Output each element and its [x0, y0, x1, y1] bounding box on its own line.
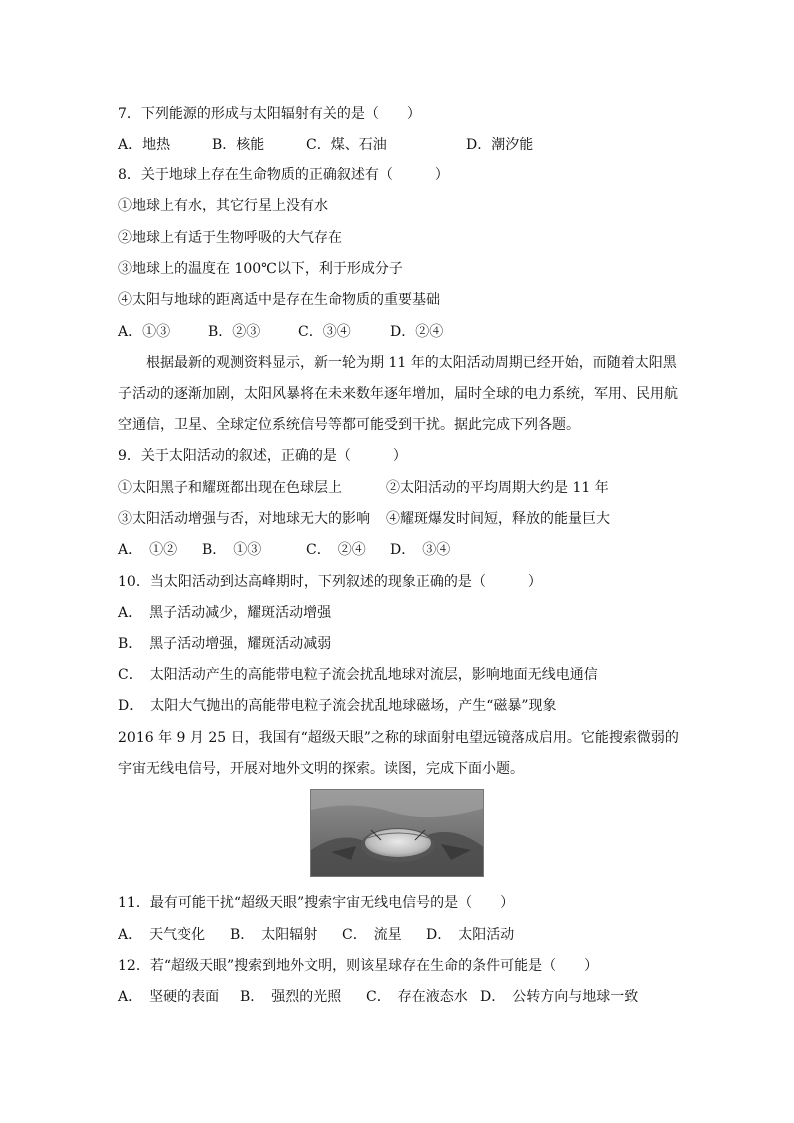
q12-option-b: B． 强烈的光照 — [240, 989, 342, 1005]
q8-option-b: B．②③ — [208, 324, 261, 340]
q8-item-3: ③地球上的温度在 100℃以下，利于形成分子 — [118, 261, 403, 277]
q9-option-a: A． ①② — [118, 542, 178, 558]
q12-option-a: A． 坚硬的表面 — [118, 989, 220, 1005]
q9-item-3: ③太阳活动增强与否，对地球无大的影响 — [118, 511, 370, 527]
q11-option-b: B． 太阳辐射 — [230, 927, 318, 943]
q12-options — [118, 988, 638, 1006]
q9-option-d: D． ③④ — [390, 542, 451, 558]
q11-stem: 11．最有可能干扰“超级天眼”搜索宇宙无线电信号的是（ ） — [118, 895, 515, 911]
q8-options — [118, 323, 443, 341]
q9-options — [118, 541, 450, 559]
q8-option-a: A．①③ — [118, 324, 171, 340]
q10-stem: 10．当太阳活动到达高峰期时，下列叙述的现象正确的是（ ） — [118, 574, 542, 590]
passage1-line-2: 子活动的逐渐加剧，太阳风暴将在未来数年逐年增加，届时全球的电力系统，军用、民用航 — [118, 386, 678, 402]
passage2-line-1: 2016 年 9 月 25 日，我国有“超级天眼”之称的球面射电望远镜落成启用。它能搜索微弱的 — [118, 730, 679, 746]
q7-options — [118, 136, 533, 154]
q7-option-a: A．地热 — [118, 137, 171, 153]
q10-option-d: D． 太阳大气抛出的高能带电粒子流会扰乱地球磁场，产生“磁暴”现象 — [118, 698, 557, 714]
q9-items-row-1 — [118, 479, 609, 497]
passage1-line-1: 根据最新的观测资料显示，新一轮为期 11 年的太阳活动周期已经开始，而随着太阳黑 — [146, 355, 677, 371]
q11-options — [118, 926, 514, 944]
q11-option-d: D． 太阳活动 — [426, 927, 515, 943]
q8-item-2: ②地球上有适于生物呼吸的大气存在 — [118, 230, 342, 246]
q7-option-c: C．煤、石油 — [306, 137, 387, 153]
q7-option-b: B．核能 — [212, 137, 265, 153]
q7-stem: 7．下列能源的形成与太阳辐射有关的是（ ） — [118, 106, 421, 122]
q8-option-d: D．②④ — [390, 324, 444, 340]
q10-option-b: B． 黑子活动增强，耀斑活动减弱 — [118, 636, 332, 652]
q8-stem: 8．关于地球上存在生命物质的正确叙述有（ ） — [118, 167, 449, 183]
q8-item-1: ①地球上有水，其它行星上没有水 — [118, 198, 328, 214]
q8-option-c: C．③④ — [298, 324, 351, 340]
q9-items-row-2 — [118, 510, 610, 528]
telescope-photo — [310, 789, 484, 877]
q10-option-a: A． 黑子活动减少，耀斑活动增强 — [118, 605, 332, 621]
q9-option-b: B． ①③ — [202, 542, 262, 558]
q12-option-d: D． 公转方向与地球一致 — [480, 989, 639, 1005]
passage1-line-3: 空通信，卫星、全球定位系统信号等都可能受到干扰。据此完成下列各题。 — [118, 417, 580, 433]
q8-item-4: ④太阳与地球的距离适中是存在生命物质的重要基础 — [118, 292, 440, 308]
q12-stem: 12．若“超级天眼”搜索到地外文明，则该星球存在生命的条件可能是（ ） — [118, 958, 599, 974]
q11-option-a: A． 天气变化 — [118, 927, 206, 943]
q10-option-c: C． 太阳活动产生的高能带电粒子流会扰乱地球对流层，影响地面无线电通信 — [118, 667, 598, 683]
q7-option-d: D．潮汐能 — [466, 137, 534, 153]
q12-option-c: C． 存在液态水 — [366, 989, 468, 1005]
q9-item-4: ④耀斑爆发时间短，释放的能量巨大 — [386, 511, 610, 527]
q9-option-c: C． ②④ — [306, 542, 366, 558]
q9-stem: 9．关于太阳活动的叙述，正确的是（ ） — [118, 448, 407, 464]
q11-option-c: C． 流星 — [342, 927, 402, 943]
passage2-line-2: 宇宙无线电信号，开展对地外文明的探索。读图，完成下面小题。 — [118, 761, 524, 777]
telescope-photo-graphic — [311, 790, 484, 877]
q9-item-2: ②太阳活动的平均周期大约是 11 年 — [386, 480, 609, 496]
q9-item-1: ①太阳黑子和耀斑都出现在色球层上 — [118, 480, 342, 496]
